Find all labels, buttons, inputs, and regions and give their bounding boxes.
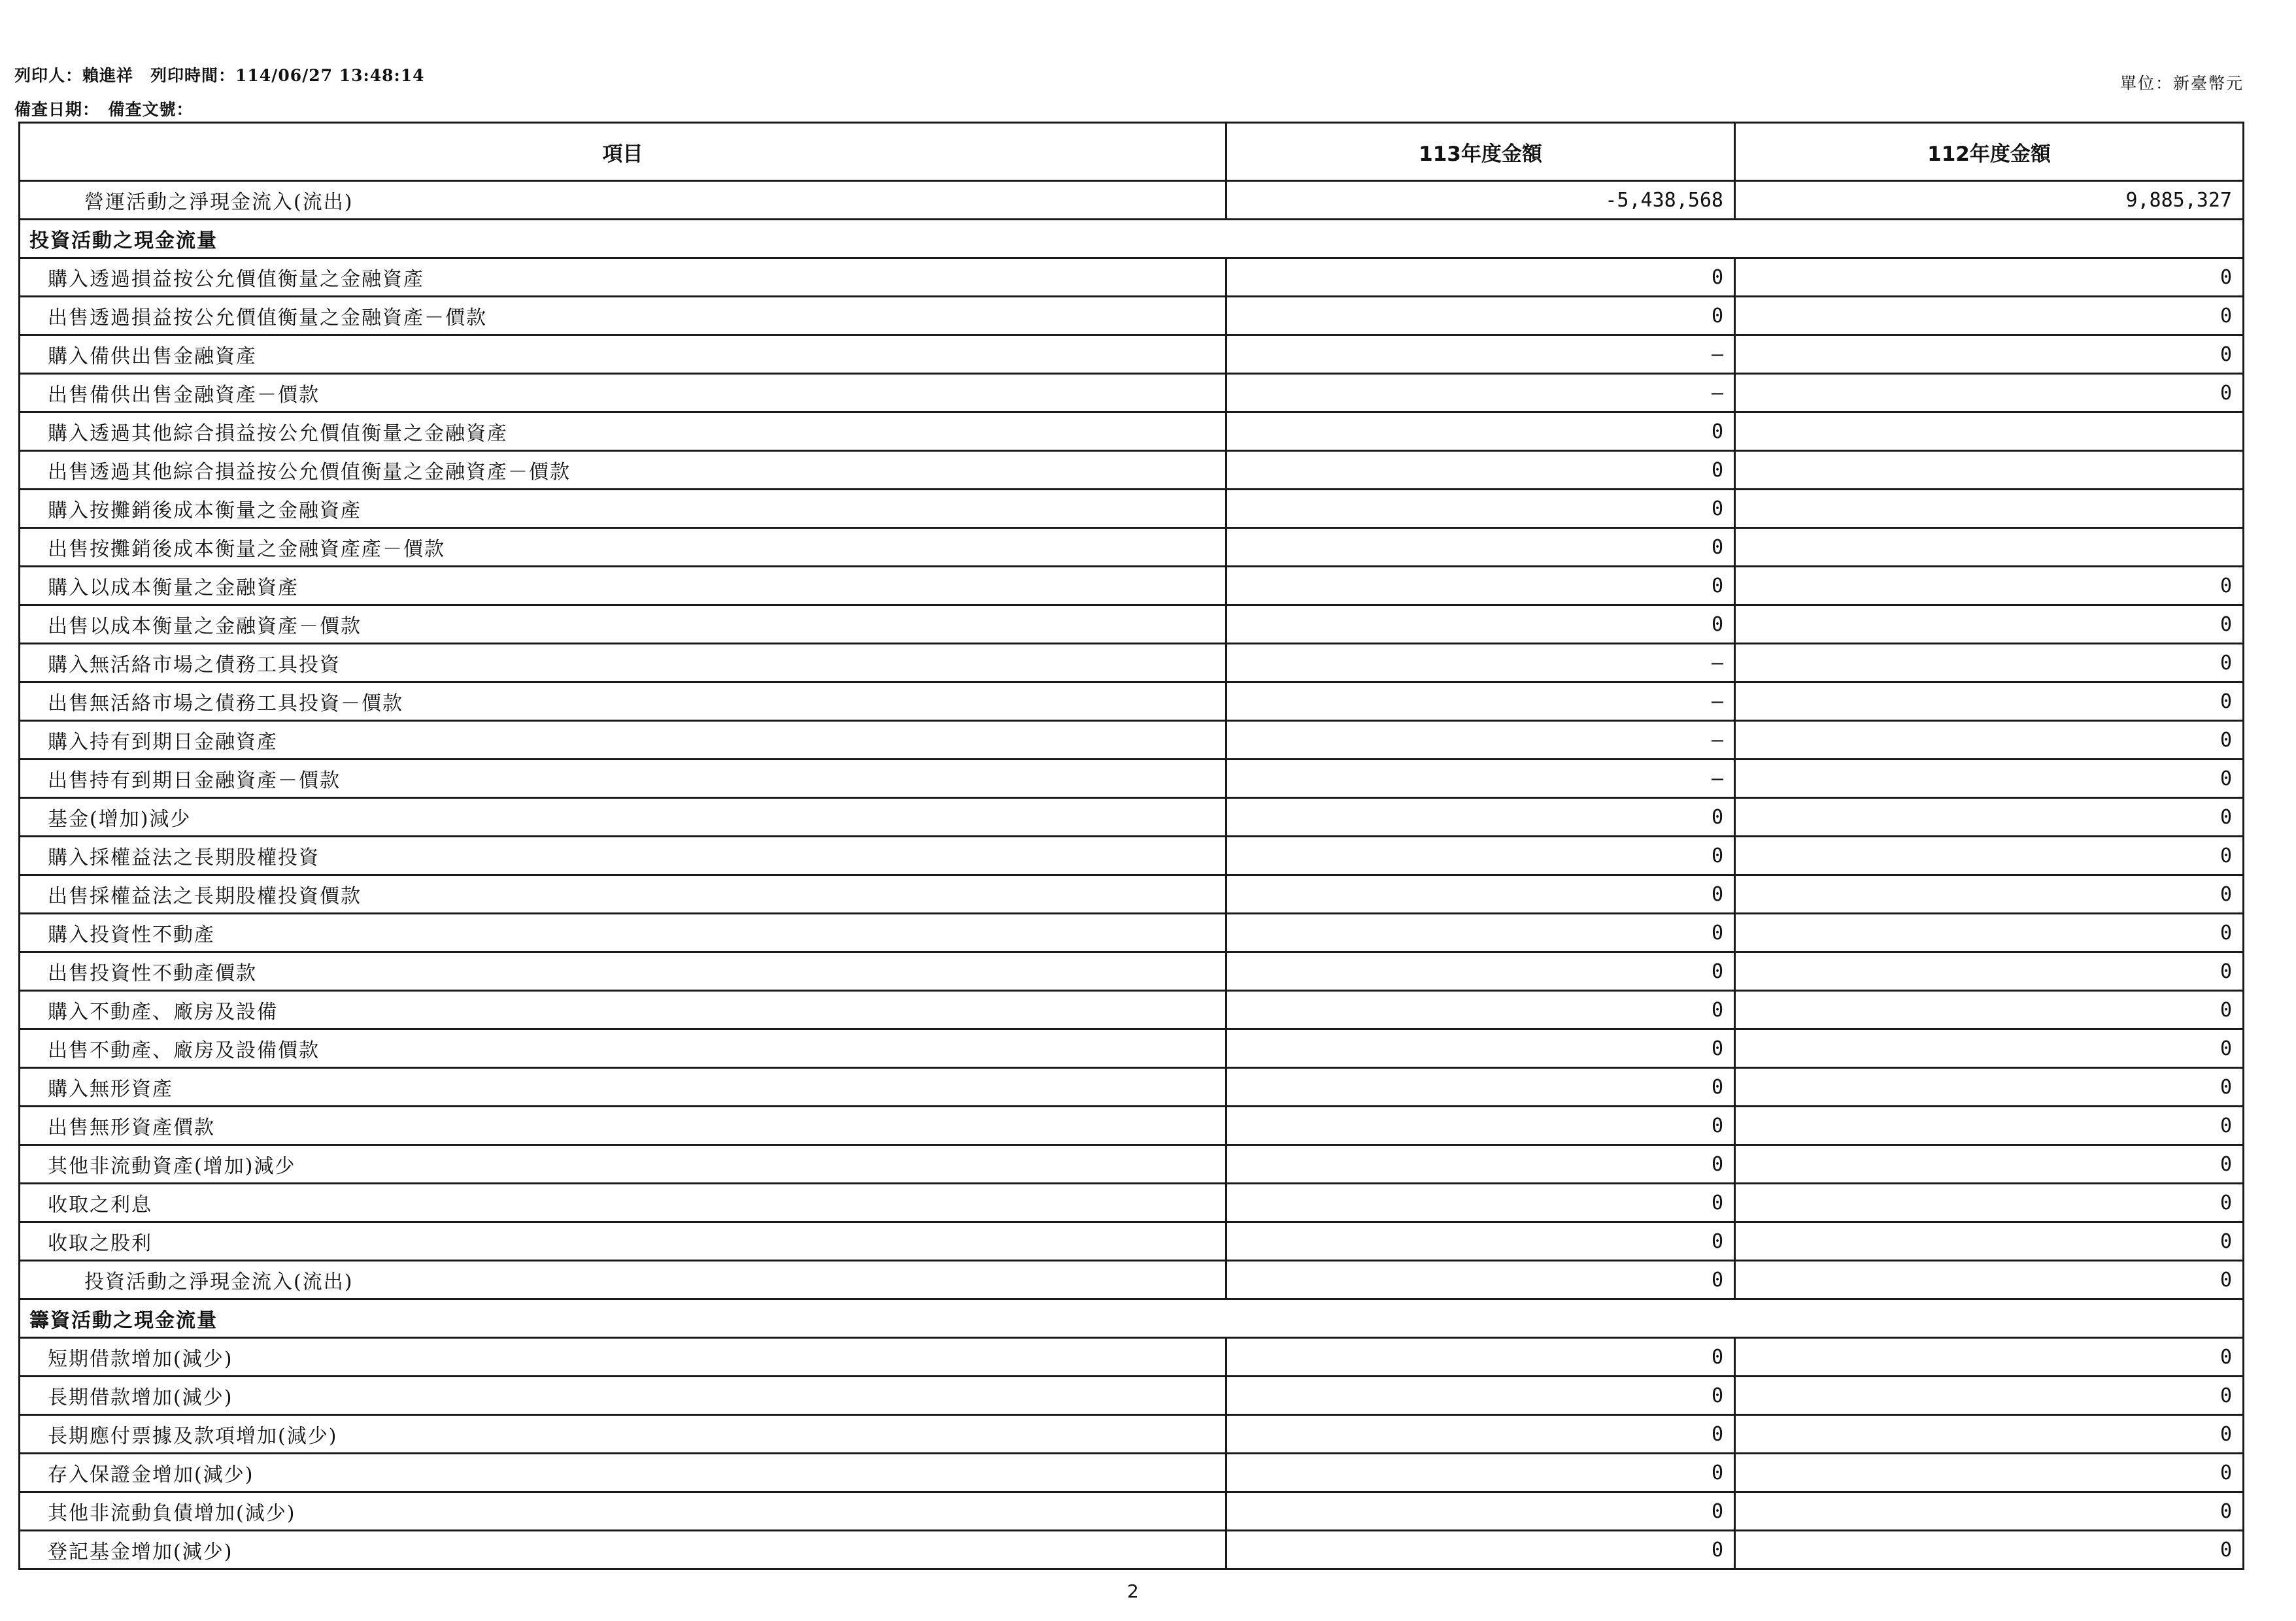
value-113: 0 — [1226, 605, 1735, 644]
value-112: 0 — [1735, 335, 2244, 374]
value-112: 0 — [1735, 721, 2244, 760]
row-label: 出售採權益法之長期股權投資價款 — [20, 875, 1226, 914]
investing-total-row — [20, 1261, 2244, 1299]
value-113: 0 — [1226, 451, 1735, 490]
filing-info: 備查日期： 備查文號： — [14, 100, 194, 119]
value-113: 0 — [1226, 1531, 1735, 1569]
operating-net-row — [20, 181, 2244, 220]
value-113: 0 — [1226, 991, 1735, 1029]
row-label: 出售透過損益按公允價值衡量之金融資產－價款 — [20, 297, 1226, 335]
value-113: 0 — [1226, 528, 1735, 567]
section-title: 投資活動之現金流量 — [20, 220, 2244, 258]
value-112: 0 — [1735, 1184, 2244, 1222]
value-112: 0 — [1735, 374, 2244, 412]
row-label: 其他非流動負債增加(減少) — [20, 1492, 1226, 1531]
value-112 — [1735, 412, 2244, 451]
row-label: 長期應付票據及款項增加(減少) — [20, 1415, 1226, 1454]
value-113: — — [1226, 682, 1735, 721]
row-label: 營運活動之淨現金流入(流出) — [20, 181, 1226, 220]
column-header-item: 項目 — [20, 123, 1226, 181]
value-113: 0 — [1226, 914, 1735, 952]
table-row — [20, 528, 2244, 567]
row-label: 出售持有到期日金融資產－價款 — [20, 760, 1226, 798]
table-row — [20, 1222, 2244, 1261]
value-113: 0 — [1226, 1068, 1735, 1107]
value-112: 0 — [1735, 1338, 2244, 1377]
row-label: 購入按攤銷後成本衡量之金融資產 — [20, 490, 1226, 528]
value-112: 0 — [1735, 258, 2244, 297]
table-row — [20, 1184, 2244, 1222]
row-label: 出售備供出售金融資產－價款 — [20, 374, 1226, 412]
column-header-112: 112年度金額 — [1735, 123, 2244, 181]
value-113: 0 — [1226, 1184, 1735, 1222]
row-label: 購入透過損益按公允價值衡量之金融資產 — [20, 258, 1226, 297]
value-112: 0 — [1735, 1107, 2244, 1145]
value-113: 0 — [1226, 798, 1735, 837]
table-row — [20, 1107, 2244, 1145]
row-label: 購入以成本衡量之金融資產 — [20, 567, 1226, 605]
value-113: 0 — [1226, 1145, 1735, 1184]
row-label: 投資活動之淨現金流入(流出) — [20, 1261, 1226, 1299]
table-row — [20, 258, 2244, 297]
value-113: 0 — [1226, 1377, 1735, 1415]
value-113: 0 — [1226, 1029, 1735, 1068]
value-113: 0 — [1226, 837, 1735, 875]
table-row — [20, 721, 2244, 760]
value-113: 0 — [1226, 412, 1735, 451]
value-112: 0 — [1735, 605, 2244, 644]
table-row — [20, 760, 2244, 798]
value-113: 0 — [1226, 567, 1735, 605]
table-row — [20, 682, 2244, 721]
value-112: 0 — [1735, 297, 2244, 335]
value-113: — — [1226, 644, 1735, 682]
row-label: 購入持有到期日金融資產 — [20, 721, 1226, 760]
value-112: 9,885,327 — [1735, 181, 2244, 220]
value-113: 0 — [1226, 1415, 1735, 1454]
table-header-row — [20, 123, 2244, 181]
row-label: 購入備供出售金融資產 — [20, 335, 1226, 374]
row-label: 收取之利息 — [20, 1184, 1226, 1222]
value-113: — — [1226, 374, 1735, 412]
value-113: 0 — [1226, 490, 1735, 528]
value-112: 0 — [1735, 1492, 2244, 1531]
value-112: 0 — [1735, 760, 2244, 798]
table-row — [20, 914, 2244, 952]
table-row — [20, 451, 2244, 490]
value-112: 0 — [1735, 798, 2244, 837]
row-label: 出售以成本衡量之金融資產－價款 — [20, 605, 1226, 644]
value-112: 0 — [1735, 914, 2244, 952]
value-112: 0 — [1735, 1029, 2244, 1068]
row-label: 出售無形資產價款 — [20, 1107, 1226, 1145]
table-row — [20, 1492, 2244, 1531]
value-112: 0 — [1735, 1222, 2244, 1261]
value-112: 0 — [1735, 1415, 2244, 1454]
value-112: 0 — [1735, 837, 2244, 875]
value-113: 0 — [1226, 1107, 1735, 1145]
printer-info: 列印人：賴進祥 列印時間：114/06/27 13:48:14 — [14, 66, 425, 85]
value-112: 0 — [1735, 952, 2244, 991]
value-113: 0 — [1226, 297, 1735, 335]
table-row — [20, 605, 2244, 644]
row-label: 購入無活絡市場之債務工具投資 — [20, 644, 1226, 682]
value-112 — [1735, 528, 2244, 567]
value-112 — [1735, 490, 2244, 528]
table-row — [20, 1377, 2244, 1415]
row-label: 基金(增加)減少 — [20, 798, 1226, 837]
table-row — [20, 1415, 2244, 1454]
row-label: 購入投資性不動產 — [20, 914, 1226, 952]
value-113: 0 — [1226, 1222, 1735, 1261]
table-row — [20, 1029, 2244, 1068]
value-112: 0 — [1735, 567, 2244, 605]
value-112: 0 — [1735, 991, 2244, 1029]
value-113: 0 — [1226, 1492, 1735, 1531]
page-number: 2 — [1127, 1580, 1139, 1602]
value-112: 0 — [1735, 875, 2244, 914]
column-header-113: 113年度金額 — [1226, 123, 1735, 181]
row-label: 出售不動產、廠房及設備價款 — [20, 1029, 1226, 1068]
value-112: 0 — [1735, 1531, 2244, 1569]
value-113: 0 — [1226, 1454, 1735, 1492]
row-label: 出售按攤銷後成本衡量之金融資產產－價款 — [20, 528, 1226, 567]
value-112: 0 — [1735, 1145, 2244, 1184]
value-113: 0 — [1226, 1338, 1735, 1377]
value-112: 0 — [1735, 1454, 2244, 1492]
cash-flow-table — [18, 122, 2244, 1570]
row-label: 登記基金增加(減少) — [20, 1531, 1226, 1569]
table-row — [20, 1145, 2244, 1184]
currency-unit: 單位：新臺幣元 — [2119, 74, 2244, 93]
table-row — [20, 1454, 2244, 1492]
table-row — [20, 335, 2244, 374]
row-label: 出售無活絡市場之債務工具投資－價款 — [20, 682, 1226, 721]
row-label: 出售投資性不動產價款 — [20, 952, 1226, 991]
value-113: — — [1226, 335, 1735, 374]
value-112: 0 — [1735, 1377, 2244, 1415]
row-label: 購入採權益法之長期股權投資 — [20, 837, 1226, 875]
value-113: 0 — [1226, 258, 1735, 297]
row-label: 存入保證金增加(減少) — [20, 1454, 1226, 1492]
table-row — [20, 567, 2244, 605]
table-row — [20, 837, 2244, 875]
table-row — [20, 952, 2244, 991]
value-113: 0 — [1226, 952, 1735, 991]
section-title: 籌資活動之現金流量 — [20, 1299, 2244, 1338]
table-row — [20, 490, 2244, 528]
value-113: -5,438,568 — [1226, 181, 1735, 220]
table-row — [20, 644, 2244, 682]
value-112: 0 — [1735, 1068, 2244, 1107]
row-label: 購入不動產、廠房及設備 — [20, 991, 1226, 1029]
section-header-financing — [20, 1299, 2244, 1338]
value-112: 0 — [1735, 644, 2244, 682]
table-row — [20, 875, 2244, 914]
table-row — [20, 412, 2244, 451]
value-113: 0 — [1226, 1261, 1735, 1299]
row-label: 短期借款增加(減少) — [20, 1338, 1226, 1377]
value-112 — [1735, 451, 2244, 490]
table-row — [20, 1068, 2244, 1107]
section-header-investing — [20, 220, 2244, 258]
row-label: 長期借款增加(減少) — [20, 1377, 1226, 1415]
row-label: 收取之股利 — [20, 1222, 1226, 1261]
value-112: 0 — [1735, 1261, 2244, 1299]
table-row — [20, 1531, 2244, 1569]
value-113: — — [1226, 721, 1735, 760]
value-113: — — [1226, 760, 1735, 798]
value-112: 0 — [1735, 682, 2244, 721]
table-row — [20, 798, 2244, 837]
table-row — [20, 1338, 2244, 1377]
row-label: 購入無形資產 — [20, 1068, 1226, 1107]
table-row — [20, 374, 2244, 412]
table-row — [20, 991, 2244, 1029]
value-113: 0 — [1226, 875, 1735, 914]
row-label: 出售透過其他綜合損益按公允價值衡量之金融資產－價款 — [20, 451, 1226, 490]
row-label: 購入透過其他綜合損益按公允價值衡量之金融資產 — [20, 412, 1226, 451]
table-row — [20, 297, 2244, 335]
row-label: 其他非流動資產(增加)減少 — [20, 1145, 1226, 1184]
